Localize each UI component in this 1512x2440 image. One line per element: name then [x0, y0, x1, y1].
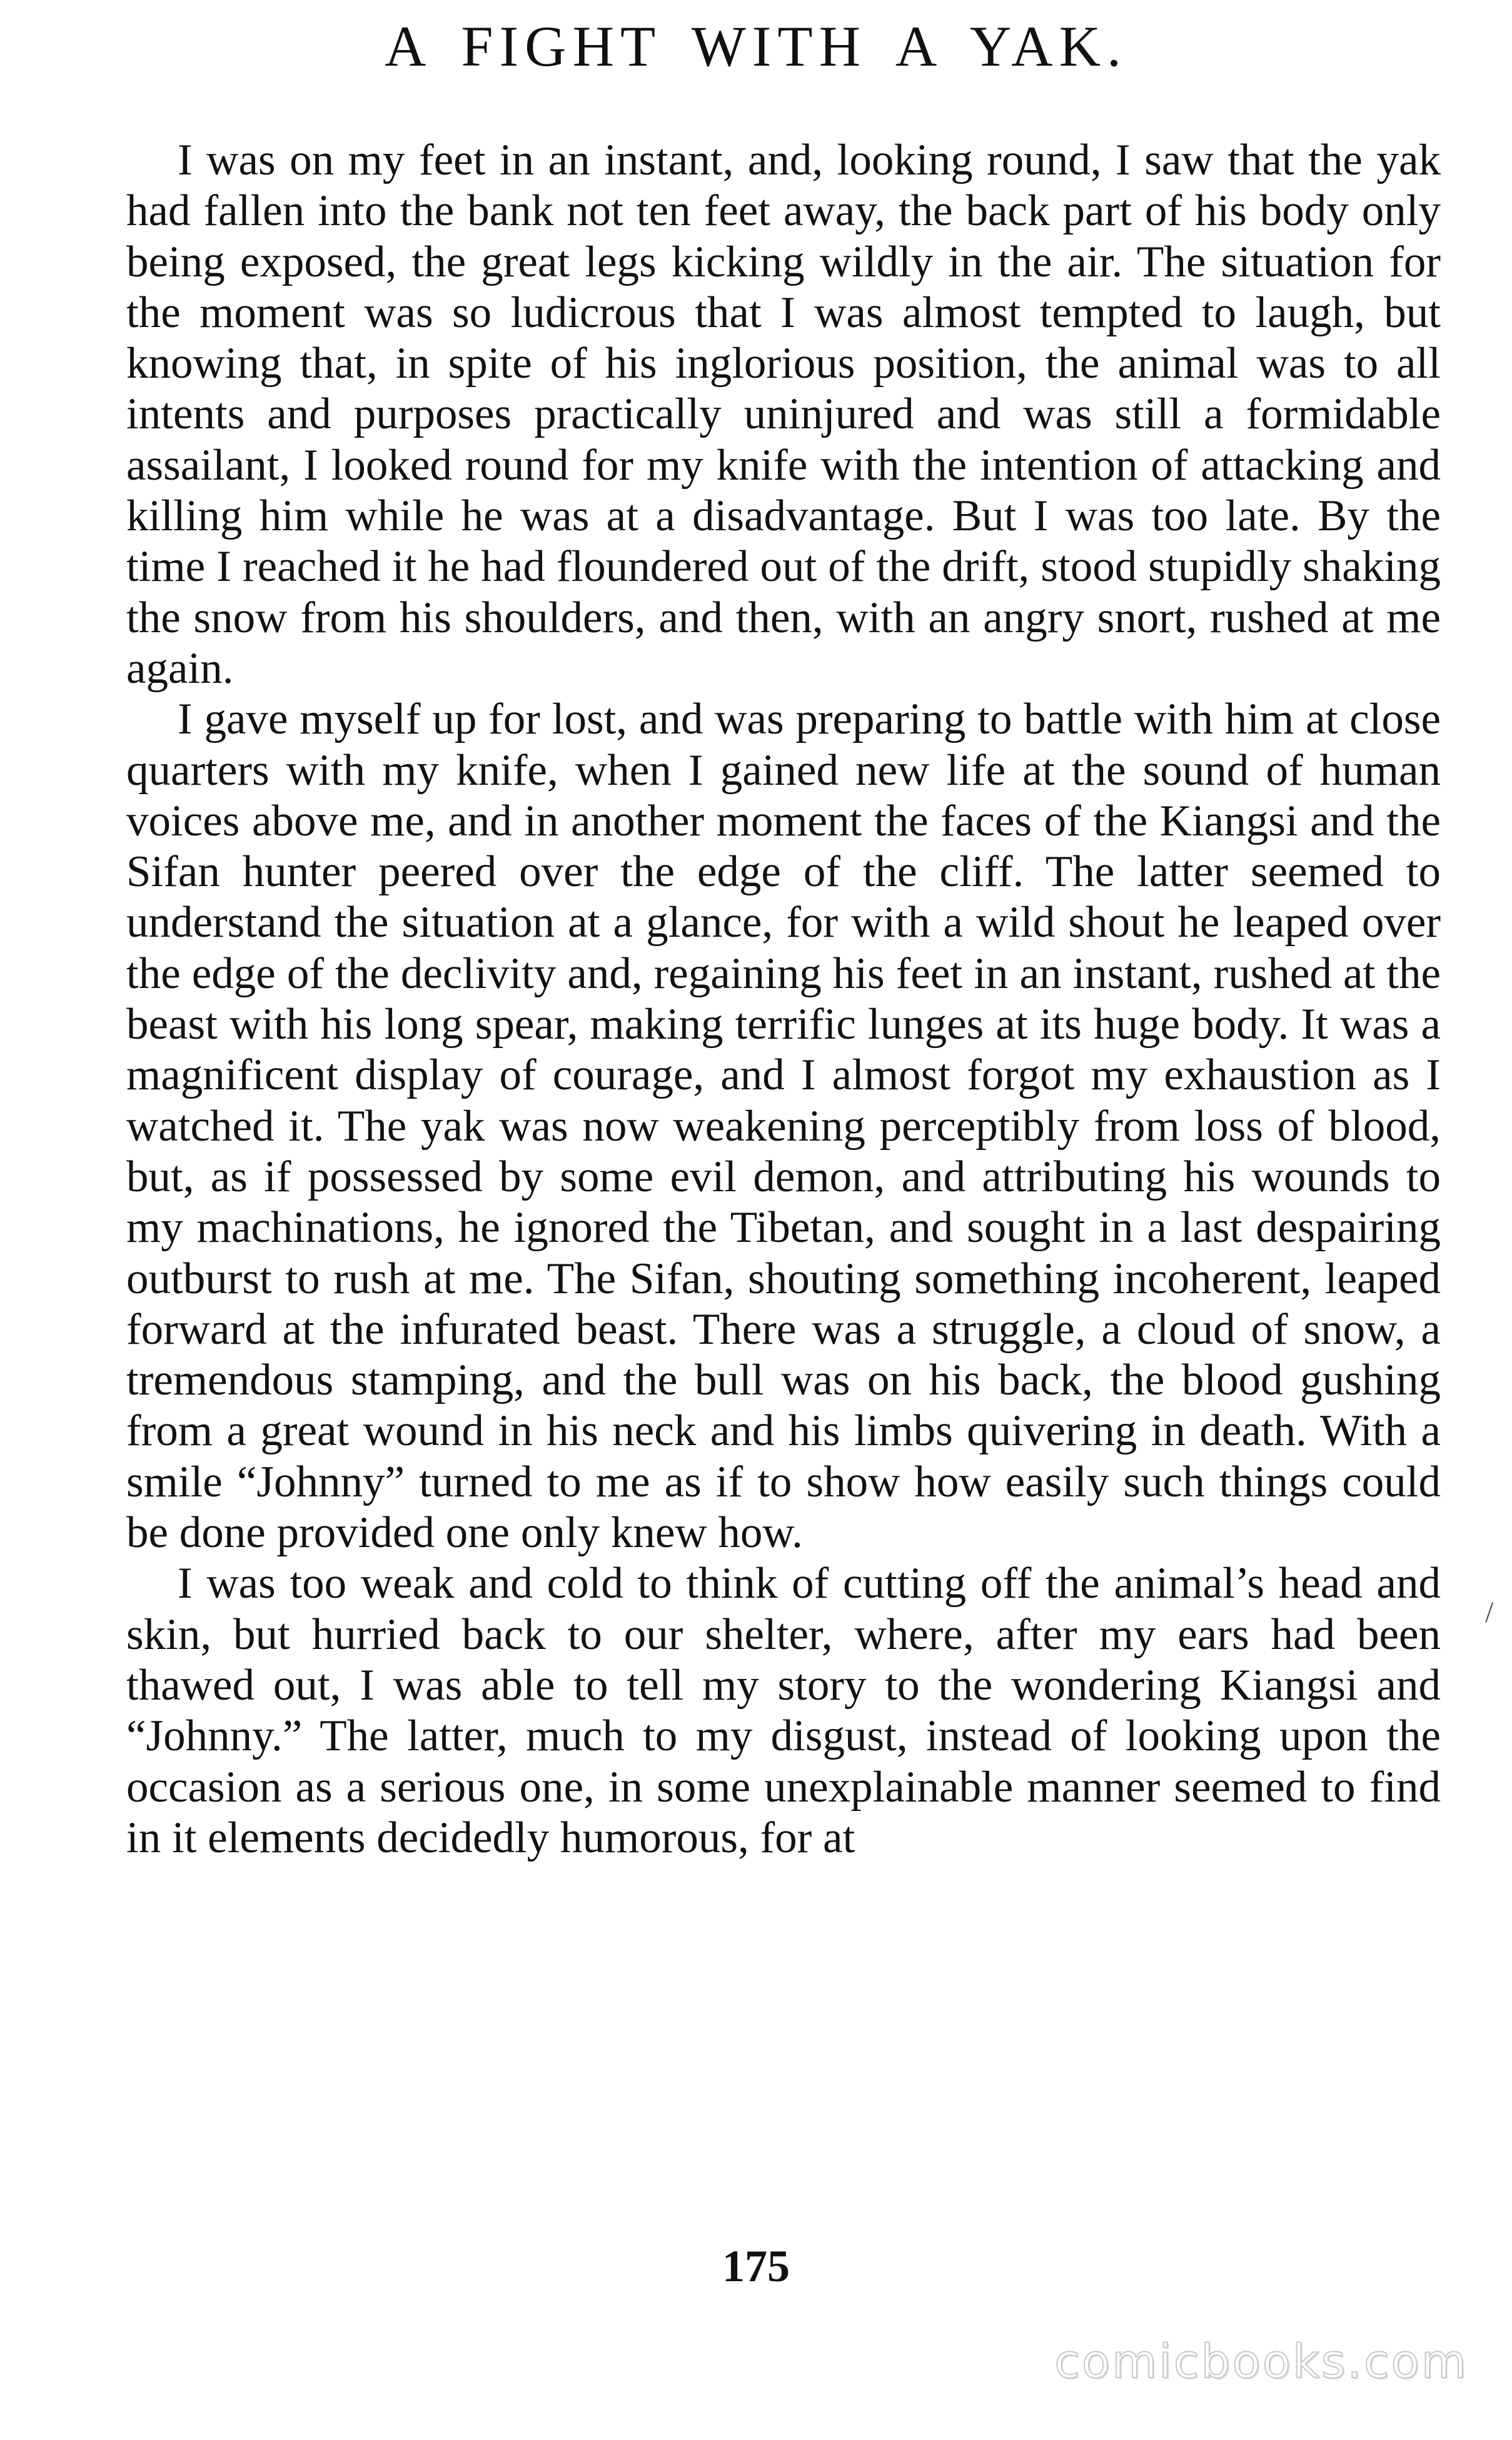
margin-mark: / [1485, 1596, 1494, 1629]
paragraph: I gave myself up for lost, and was preparing to battle with him at close quarters with my knife, when I gained new life at the sound of human voices above me, and in another moment the faces of the Kiangsi and the Sifan hunter peered over the edge of the cliff. The latter seemed to understand the situation at a glance, for with a wild shout he leaped over the edge of the declivity and, regaining his feet in an instant, rushed at the beast with his long spear, making terrific lunges at its huge body. It was a magnificent display of courage, and I almost forgot my exhaustion as I watched it. The yak was now weakening perceptibly from loss of blood, but, as if possessed by some evil demon, and attributing his wounds to my machinations, he ignored the Tibetan, and sought in a last despairing outburst to rush at me. The Sifan, shouting something incoherent, leaped forward at the infurated beast. There was a struggle, a cloud of snow, a tremendous stamping, and the bull was on his back, the blood gushing from a great wound in his neck and his limbs quivering in death. With a smile “Johnny” turned to me as if to show how easily such things could be done provided one only knew how. [126, 695, 1441, 1558]
paragraph: I was too weak and cold to think of cutting off the animal’s head and skin, but hurried back to our shelter, where, after my ears had been thawed out, I was able to tell my story to the wondering Kiangsi and “Johnny.” The latter, much to my disgust, instead of looking upon the occasion as a serious one, in some unexplainable manner seemed to find in it elements decidedly humorous, for at [126, 1559, 1441, 1862]
page-number: 175 [722, 2241, 790, 2291]
body-text [126, 135, 1441, 1863]
paragraph: I was on my feet in an instant, and, looking round, I saw that the yak had fallen into the bank not ten feet away, the back part of his body only being exposed, the great legs kicking wildly in the air. The situation for the moment was so ludicrous that I was almost tempted to laugh, but knowing that, in spite of his inglorious position, the animal was to all intents and purposes practically uninjured and was still a formidable assailant, I looked round for my knife with the intention of attacking and killing him while he was at a disadvantage. But I was too late. By the time I reached it he had floundered out of the drift, stood stupidly shaking the snow from his shoulders, and then, with an angry snort, rushed at me again. [126, 136, 1441, 693]
watermark-logo: comicbooks.com [1054, 2335, 1468, 2389]
running-head: A FIGHT WITH A YAK. [384, 14, 1128, 78]
